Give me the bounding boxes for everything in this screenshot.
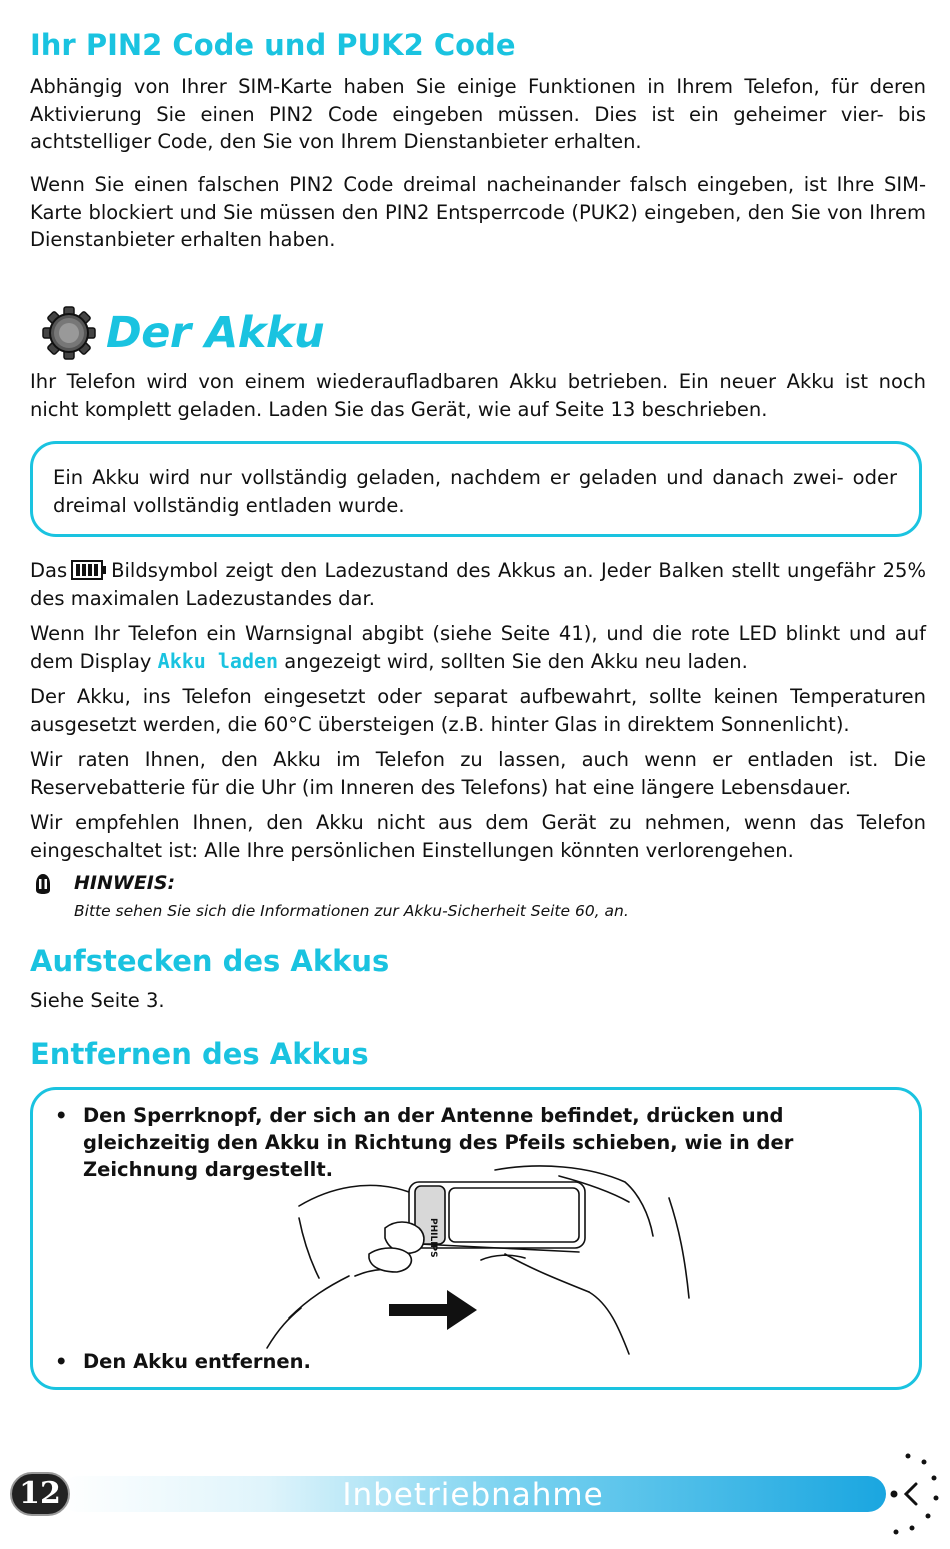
akku-symbol-paragraph	[30, 557, 926, 612]
entfernen-heading: Entfernen des Akkus	[30, 1037, 369, 1071]
battery-icon	[71, 560, 107, 580]
phone-brand-label: PHILIPS	[428, 1218, 438, 1258]
entfernen-step-1: • Den Sperrknopf, der sich an der Antenne befindet, drücken und gleichzeitig den Akku in Richtung des Pfeils schieben, wie in der Zeichnung dargestellt.	[33, 1102, 913, 1183]
akku-intro: Ihr Telefon wird von einem wiederaufladbaren Akku betrieben. Ein neuer Akku ist noch nicht komplett geladen. Laden Sie das Gerät, wie auf Seite 13 beschrieben.	[30, 370, 926, 421]
page-footer	[10, 1472, 890, 1516]
footer-section-bar	[60, 1476, 886, 1512]
symbol-pre-text: Das	[30, 559, 68, 582]
pin2-paragraph-1: Abhängig von Ihrer SIM-Karte haben Sie einige Funktionen in Ihrem Telefon, für deren Aktivierung Sie einen PIN2 Code eingeben müssen. Dies ist ein geheimer vier- bis achtstelliger Code, den Sie von Ihrem Dienstanbieter erhalten.	[30, 75, 926, 153]
warning-pre-text: Wenn Ihr Telefon ein Warnsignal abgibt (siehe Seite 41), und die rote LED blinkt und auf dem Display	[30, 622, 926, 673]
hand-pointer-icon	[32, 872, 54, 896]
akku-reserve-paragraph: Wir raten Ihnen, den Akku im Telefon zu lassen, auch wenn er entladen ist. Die Reservebatterie für die Uhr (im Inneren des Telefons) hat eine längere Lebensdauer.	[30, 748, 926, 799]
page-number: 12	[10, 1472, 70, 1516]
pin2-paragraph-2: Wenn Sie einen falschen PIN2 Code dreimal nacheinander falsch eingeben, ist Ihre SIM-Karte blockiert und Sie müssen den PIN2 Entsperrcode (PUK2) eingeben, den Sie von Ihrem Dienstanbieter erhalten haben.	[30, 173, 926, 251]
akku-heading	[42, 306, 324, 360]
display-message-akku-laden: Akku laden	[157, 648, 279, 673]
akku-temperature-paragraph: Der Akku, ins Telefon eingesetzt oder separat aufbewahrt, sollte keinen Temperaturen ausgesetzt werden, die 60°C übersteigen (z.B. hinter Glas in direktem Sonnenlicht).	[30, 685, 926, 736]
aufstecken-heading: Aufstecken des Akkus	[30, 944, 390, 978]
akku-info-box	[30, 441, 922, 537]
decorative-dots-logo	[890, 1448, 944, 1538]
symbol-post-text: Bildsymbol zeigt den Ladezustand des Akkus an. Jeder Balken stellt ungefähr 25% des maximalen Ladezustandes dar.	[30, 559, 926, 610]
akku-info-text: Ein Akku wird nur vollständig geladen, nachdem er geladen und danach zwei- oder dreimal vollständig entladen wurde.	[53, 466, 897, 517]
note-heading: HINWEIS:	[74, 872, 176, 894]
battery-removal-illustration	[259, 1158, 699, 1358]
footer-section-title: Inbetriebnahme	[342, 1477, 604, 1513]
aufstecken-text: Siehe Seite 3.	[30, 989, 165, 1012]
entfernen-step-list-2	[33, 1348, 913, 1375]
warning-post-text: angezeigt wird, sollten Sie den Akku neu laden.	[284, 649, 748, 673]
entfernen-step-2: • Den Akku entfernen.	[33, 1348, 913, 1375]
gear-icon	[42, 306, 96, 360]
akku-title-text: Der Akku	[106, 308, 325, 358]
akku-remove-warning-paragraph: Wir empfehlen Ihnen, den Akku nicht aus dem Gerät zu nehmen, wenn das Telefon eingeschaltet ist: Alle Ihre persönlichen Einstellungen könnten verlorengehen.	[30, 811, 926, 862]
pin2-heading: Ihr PIN2 Code und PUK2 Code	[30, 28, 516, 62]
entfernen-steps-box	[30, 1087, 922, 1390]
akku-warning-paragraph	[30, 620, 926, 675]
note-text: Bitte sehen Sie sich die Informationen zur Akku-Sicherheit Seite 60, an.	[74, 902, 629, 920]
